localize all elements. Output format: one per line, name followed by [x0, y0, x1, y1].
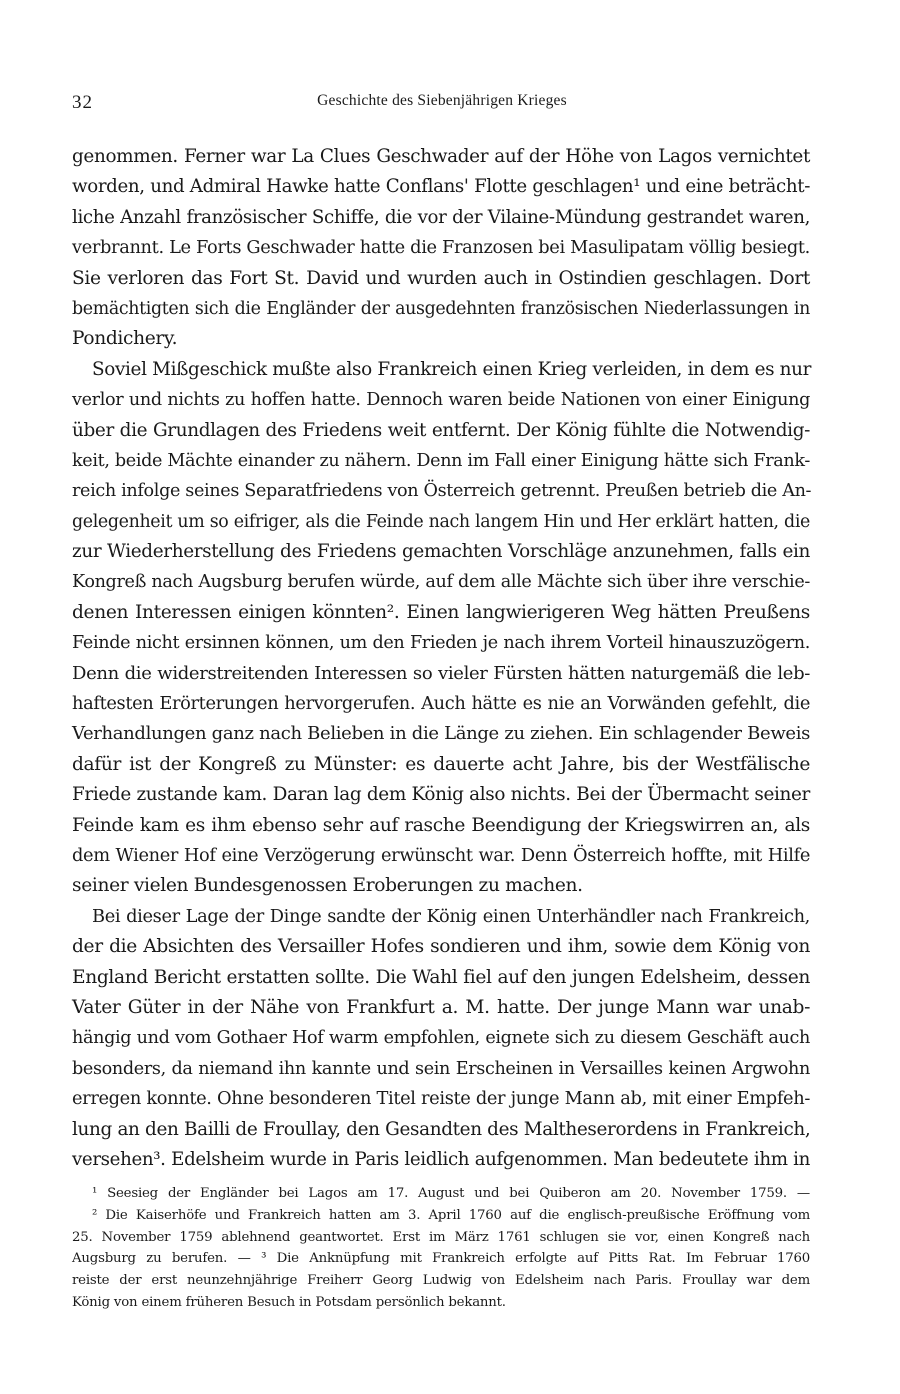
text-line: Soviel Mißgeschick mußte also Frankreich einen Krieg verleiden, in dem es nur: [92, 358, 812, 380]
text-line: Vater Güter in der Nähe von Frankfurt a. M. hatte. Der junge Mann war unab-: [72, 996, 810, 1018]
text-line: England Bericht erstatten sollte. Die Wahl fiel auf den jungen Edelsheim, dessen: [72, 966, 810, 988]
text-line: hängig und vom Gothaer Hof warm empfohlen, eignete sich zu diesem Geschäft auch: [72, 1028, 810, 1049]
text-line: seiner vielen Bundesgenossen Eroberungen zu machen.: [72, 875, 583, 897]
text-line: verlor und nichts zu hoffen hatte. Dennoch waren beide Nationen von einer Einigung: [72, 390, 810, 411]
text-line: denen Interessen einigen könnten². Einen langwierigeren Weg hätten Preußens: [72, 601, 810, 623]
text-line: Kongreß nach Augsburg berufen würde, auf dem alle Mächte sich über ihre verschie-: [72, 572, 810, 593]
text-line: verbrannt. Le Forts Geschwader hatte die Franzosen bei Masulipatam völlig besiegt.: [72, 237, 810, 259]
text-line: der die Absichten des Versailler Hofes sondieren und ihm, sowie dem König von: [72, 936, 810, 958]
text-line: worden, und Admiral Hawke hatte Conflans' Flotte geschlagen¹ und eine beträcht-: [72, 176, 810, 198]
body-text: [72, 142, 810, 1175]
text-line: erregen konnte. Ohne besonderen Titel reiste der junge Mann ab, mit einer Empfeh-: [72, 1088, 810, 1110]
text-line: keit, beide Mächte einander zu nähern. Denn im Fall einer Einigung hätte sich Frank-: [72, 450, 810, 471]
footnote-line: ² Die Kaiserhöfe und Frankreich hatten am 3. April 1760 auf die englisch-preußische Eröffnung vom: [92, 1207, 810, 1223]
text-line: reich infolge seines Separatfriedens von Österreich getrennt. Preußen betrieb die An-: [72, 481, 812, 502]
text-line: Friede zustande kam. Daran lag dem König also nichts. Bei der Übermacht seiner: [72, 784, 810, 806]
footnote-line: König von einem früheren Besuch in Potsdam persönlich bekannt.: [72, 1294, 506, 1310]
text-line: lung an den Bailli de Froullay, den Gesandten des Maltheserordens in Frankreich,: [72, 1118, 811, 1140]
text-line: bemächtigten sich die Engländer der ausgedehnten französischen Niederlassungen in: [72, 298, 810, 319]
text-line: Feinde nicht ersinnen können, um den Frieden je nach ihrem Vorteil hinauszuzögern.: [72, 633, 810, 654]
text-line: Bei dieser Lage der Dinge sandte der König einen Unterhändler nach Frankreich,: [92, 905, 810, 927]
text-line: dem Wiener Hof eine Verzögerung erwünscht war. Denn Österreich hoffte, mit Hilfe: [72, 844, 810, 866]
page-number: 32: [72, 92, 93, 113]
text-line: genommen. Ferner war La Clues Geschwader auf der Höhe von Lagos vernichtet: [72, 146, 810, 167]
text-line: versehen³. Edelsheim wurde in Paris leidlich aufgenommen. Man bedeutete ihm in: [72, 1148, 810, 1170]
text-line: Feinde kam es ihm ebenso sehr auf rasche Beendigung der Kriegswirren an, als: [72, 814, 810, 836]
footnote-line: Augsburg zu berufen. — ³ Die Anknüpfung mit Frankreich erfolgte auf Pitts Rat. Im Februar 1760: [72, 1251, 810, 1267]
running-title: Geschichte des Siebenjährigen Krieges: [317, 92, 567, 109]
text-line: über die Grundlagen des Friedens weit entfernt. Der König fühlte die Notwendig-: [72, 419, 810, 441]
text-line: Verhandlungen ganz nach Belieben in die Länge zu ziehen. Ein schlagender Beweis: [72, 723, 810, 745]
footnote-line: reiste der erst neunzehnjährige Freiherr Georg Ludwig von Edelsheim nach Paris. Froullay war dem: [72, 1273, 810, 1289]
text-line: gelegenheit um so eifriger, als die Feinde nach langem Hin und Her erklärt hatten, die: [72, 511, 810, 532]
text-line: Pondichery.: [72, 328, 178, 350]
text-line: dafür ist der Kongreß zu Münster: es dauerte acht Jahre, bis der Westfälische: [72, 753, 810, 775]
text-line: Sie verloren das Fort St. David und wurden auch in Ostindien geschlagen. Dort: [72, 267, 810, 289]
text-line: zur Wiederherstellung des Friedens gemachten Vorschläge anzunehmen, falls ein: [72, 541, 810, 563]
page-header: [72, 88, 812, 118]
text-line: besonders, da niemand ihn kannte und sein Erscheinen in Versailles keinen Argwohn: [72, 1058, 810, 1079]
footnotes: [72, 1183, 810, 1314]
footnote-line: 25. November 1759 ablehnend geantwortet. Erst im März 1761 schlugen sie vor, einen Kongreß nach: [72, 1229, 810, 1245]
text-line: Denn die widerstreitenden Interessen so vieler Fürsten hätten naturgemäß die leb-: [72, 662, 810, 684]
text-line: haftesten Erörterungen hervorgerufen. Auch hätte es nie an Vorwänden gefehlt, die: [72, 693, 810, 715]
text-line: liche Anzahl französischer Schiffe, die vor der Vilaine-Mündung gestrandet waren,: [72, 206, 810, 228]
footnote-line: ¹ Seesieg der Engländer bei Lagos am 17. August und bei Quiberon am 20. November 1759. —: [92, 1186, 810, 1201]
